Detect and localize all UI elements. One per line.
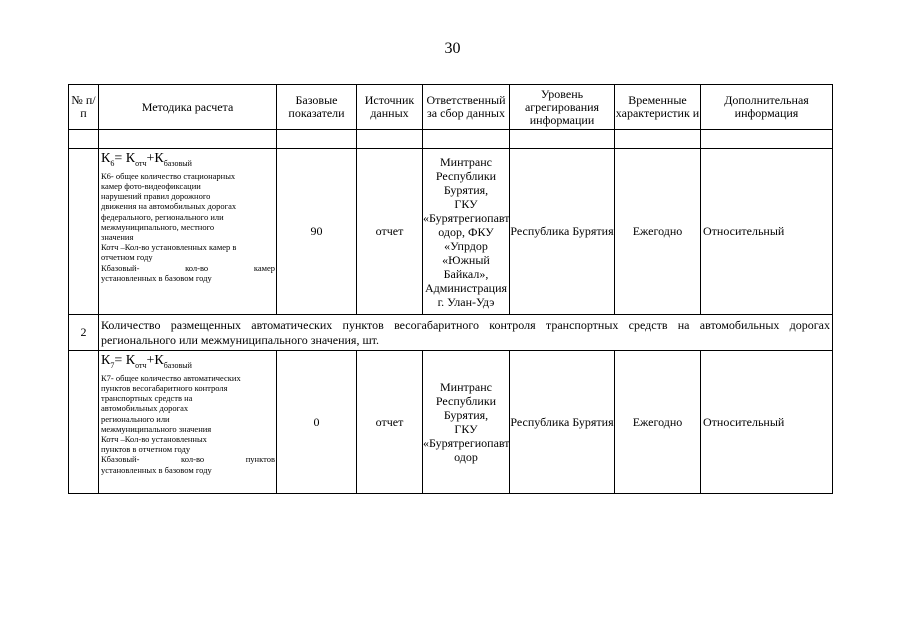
row2-responsible: Минтранс Республики Бурятия, ГКУ «Бурятрегиопавт одор <box>423 351 510 494</box>
row1-num <box>69 149 99 315</box>
header-method: Методика расчета <box>99 85 277 130</box>
row2-formula: $К_7= К_{отч}+К_{базовый}$ <box>101 353 192 370</box>
header-row <box>69 85 833 130</box>
row2-extra: Относительный <box>701 351 833 494</box>
row1-base: 90 <box>277 149 357 315</box>
row2-base: 0 <box>277 351 357 494</box>
row1-formula: $К_6= К_{отч}+К_{базовый}$ <box>101 151 192 168</box>
row2-source: отчет <box>357 351 423 494</box>
header-num: № п/п <box>69 85 99 130</box>
section2-num: 2 <box>69 315 99 351</box>
header-responsible: Ответственный за сбор данных <box>423 85 510 130</box>
header-time: Временные характеристик и <box>615 85 701 130</box>
indicators-table <box>68 84 833 494</box>
header-level: Уровень агрегирования информации <box>510 85 615 130</box>
page-number: 30 <box>444 40 461 57</box>
row2-description: К7- общее количество автоматических пунктов весогабаритного контроля транспортных средств на автомобильных дорогах регионального или межмуниципального значения Котч –Кол-во установленных пунктов в отчетном году Кбазовый- кол-во пунктов установленных в базовом году <box>101 372 275 475</box>
section-row <box>69 315 833 351</box>
section2-title: Количество размещенных автоматических пунктов весогабаритного контроля транспортных средств на автомобильных дорогах регионального или межмуниципального значения, шт. <box>99 315 833 351</box>
row2-time: Ежегодно <box>615 351 701 494</box>
row2-num <box>69 351 99 494</box>
header-base: Базовые показатели <box>277 85 357 130</box>
row1-extra: Относительный <box>701 149 833 315</box>
row1-level: Республика Бурятия <box>510 149 615 315</box>
table-row <box>69 351 833 494</box>
header-extra: Дополнительная информация <box>701 85 833 130</box>
row1-method <box>99 149 277 315</box>
row1-responsible: Минтранс Республики Бурятия, ГКУ «Бурятрегиопавт одор, ФКУ «Упрдор «Южный Байкал», Администрация г. Улан-Удэ <box>423 149 510 315</box>
row1-description: К6- общее количество стационарных камер фото-видеофиксации нарушений правил дорожного движения на автомобильных дорогах федерального, регионального или межмуниципального, местного значения Котч –Кол-во установленных камер в отчетном году Кбазовый- кол-во камер установленных в базовом году <box>101 170 275 283</box>
row2-method <box>99 351 277 494</box>
header-source: Источник данных <box>357 85 423 130</box>
empty-row <box>69 130 833 149</box>
row1-time: Ежегодно <box>615 149 701 315</box>
row1-source: отчет <box>357 149 423 315</box>
row2-level: Республика Бурятия <box>510 351 615 494</box>
table-row <box>69 149 833 315</box>
